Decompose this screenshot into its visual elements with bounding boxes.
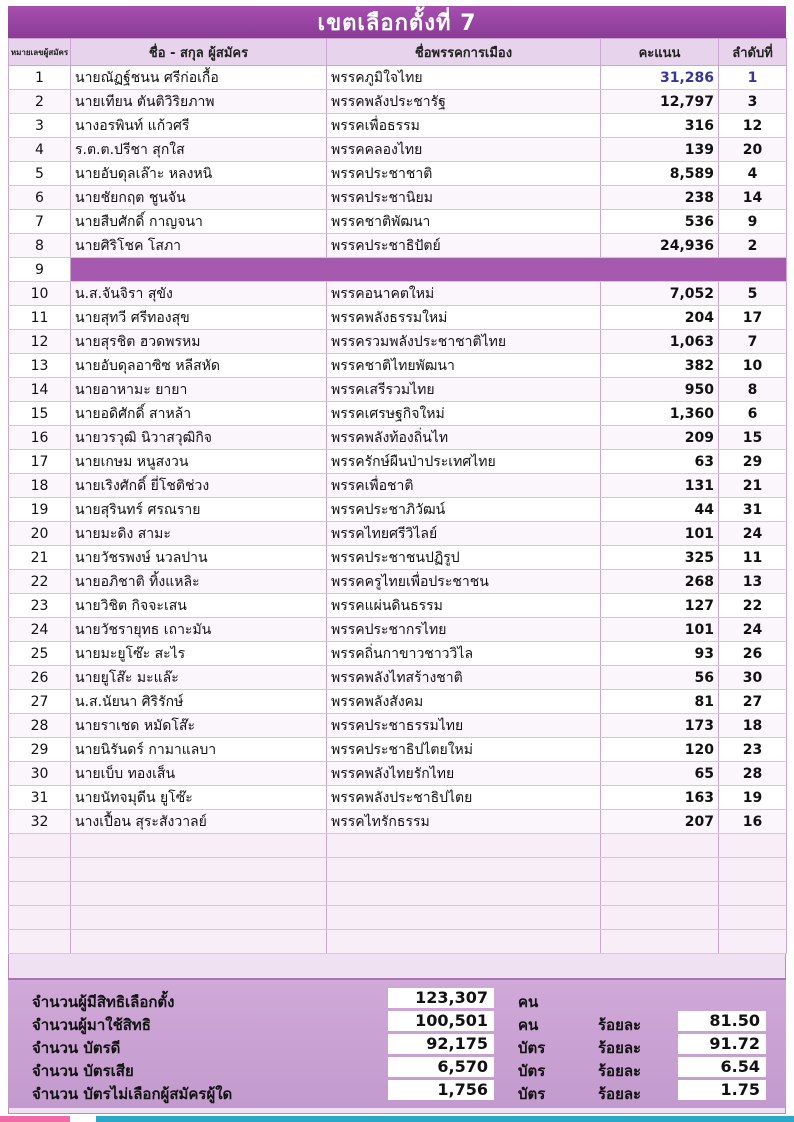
- vote-count: 65: [601, 762, 719, 786]
- rank: 28: [719, 762, 787, 786]
- party-name: พรรคภูมิใจไทย: [327, 66, 601, 90]
- candidate-name: นายสุรชิต ฮวดพรหม: [71, 330, 327, 354]
- empty-cell: [9, 858, 71, 882]
- empty-cell: [601, 858, 719, 882]
- candidate-name: นายอับดุลอาซิซ หลีสหัด: [71, 354, 327, 378]
- empty-cell: [327, 834, 601, 858]
- table-row: [9, 714, 787, 738]
- novote-pct: 1.75: [678, 1080, 766, 1100]
- vote-count: 139: [601, 138, 719, 162]
- party-name: พรรคประชาธรรมไทย: [327, 714, 601, 738]
- vote-count: 173: [601, 714, 719, 738]
- candidate-name: นายเริงศักดิ์ ยี่โชติช่วง: [71, 474, 327, 498]
- table-row: [9, 738, 787, 762]
- empty-cell: [327, 930, 601, 954]
- table-row: [9, 234, 787, 258]
- party-name: พรรคพลังธรรมใหม่: [327, 306, 601, 330]
- party-name: พรรคพลังสังคม: [327, 690, 601, 714]
- candidate-number: 16: [9, 426, 71, 450]
- rank: 30: [719, 666, 787, 690]
- vote-count: 950: [601, 378, 719, 402]
- novote-value: 1,756: [388, 1080, 494, 1100]
- spoiled-label: จำนวน บัตรเสีย: [32, 1062, 134, 1080]
- candidate-name: นายสืบศักดิ์ กาญจนา: [71, 210, 327, 234]
- candidate-number: 2: [9, 90, 71, 114]
- party-name: พรรคไทยศรีวิไลย์: [327, 522, 601, 546]
- vote-count: 209: [601, 426, 719, 450]
- vote-count: 325: [601, 546, 719, 570]
- valid-label: จำนวน บัตรดี: [32, 1039, 121, 1057]
- vote-count: 56: [601, 666, 719, 690]
- turnout-value: 100,501: [388, 1011, 494, 1031]
- empty-cell: [719, 882, 787, 906]
- candidate-name: นายวัชรายุทธ เถาะมัน: [71, 618, 327, 642]
- candidate-name: นายอดิศักดิ์ สาหล้า: [71, 402, 327, 426]
- party-name: พรรคพลังไทยรักไทย: [327, 762, 601, 786]
- candidate-name: นายสุทวี ศรีทองสุข: [71, 306, 327, 330]
- eligible-unit: คน: [518, 993, 539, 1011]
- candidate-number: 30: [9, 762, 71, 786]
- novote-label: จำนวน บัตรไม่เลือกผู้สมัครผู้ใด: [32, 1085, 233, 1103]
- turnout-pct-label: ร้อยละ: [598, 1016, 642, 1034]
- rank: 24: [719, 618, 787, 642]
- candidate-name: นายเกษม หนูสงวน: [71, 450, 327, 474]
- candidate-number: 21: [9, 546, 71, 570]
- empty-row: [9, 882, 787, 906]
- candidate-number: 4: [9, 138, 71, 162]
- candidate-number: 5: [9, 162, 71, 186]
- empty-cell: [71, 858, 327, 882]
- spoiled-pct: 6.54: [678, 1057, 766, 1077]
- vote-count: 536: [601, 210, 719, 234]
- empty-cell: [71, 834, 327, 858]
- vote-count: 44: [601, 498, 719, 522]
- spoiled-pct-label: ร้อยละ: [598, 1062, 642, 1080]
- empty-cell: [9, 930, 71, 954]
- empty-cell: [327, 906, 601, 930]
- rank: 6: [719, 402, 787, 426]
- spoiled-value: 6,570: [388, 1057, 494, 1077]
- vote-count: 1,360: [601, 402, 719, 426]
- table-row: [9, 66, 787, 90]
- vote-count: 268: [601, 570, 719, 594]
- rank: 12: [719, 114, 787, 138]
- table-row: [9, 642, 787, 666]
- empty-cell: [327, 882, 601, 906]
- empty-row: [9, 858, 787, 882]
- rank: 3: [719, 90, 787, 114]
- candidate-number: 18: [9, 474, 71, 498]
- candidate-number: 9: [9, 258, 71, 282]
- party-name: พรรครักษ์ผืนป่าประเทศไทย: [327, 450, 601, 474]
- table-row: [9, 114, 787, 138]
- table-row: [9, 570, 787, 594]
- eligible-label: จำนวนผู้มีสิทธิเลือกตั้ง: [32, 993, 175, 1011]
- party-name: พรรคชาติไทยพัฒนา: [327, 354, 601, 378]
- table-row: [9, 690, 787, 714]
- party-name: พรรคเพื่อชาติ: [327, 474, 601, 498]
- table-row: [9, 450, 787, 474]
- candidate-name: นายมะดิง สามะ: [71, 522, 327, 546]
- party-name: พรรคอนาคตใหม่: [327, 282, 601, 306]
- vote-count: 127: [601, 594, 719, 618]
- empty-cell: [601, 834, 719, 858]
- party-name: พรรคประชาธิปัตย์: [327, 234, 601, 258]
- candidate-number: 28: [9, 714, 71, 738]
- rank: 10: [719, 354, 787, 378]
- party-name: พรรคชาติพัฒนา: [327, 210, 601, 234]
- party-name: พรรคแผ่นดินธรรม: [327, 594, 601, 618]
- candidate-number: 11: [9, 306, 71, 330]
- table-row: [9, 402, 787, 426]
- table-row: [9, 90, 787, 114]
- candidate-name: นายเบ็บ ทองเส็น: [71, 762, 327, 786]
- party-name: พรรคครูไทยเพื่อประชาชน: [327, 570, 601, 594]
- empty-cell: [601, 930, 719, 954]
- candidate-name: นายมะยูโซ๊ะ สะไร: [71, 642, 327, 666]
- vote-count: 8,589: [601, 162, 719, 186]
- table-row: [9, 546, 787, 570]
- empty-cell: [9, 906, 71, 930]
- party-name: พรรคประชาชนปฏิรูป: [327, 546, 601, 570]
- rank: 2: [719, 234, 787, 258]
- rank: 22: [719, 594, 787, 618]
- rank: 5: [719, 282, 787, 306]
- candidate-name: นายวิชิต กิจจะเสน: [71, 594, 327, 618]
- empty-cell: [327, 858, 601, 882]
- party-name: พรรคประชากรไทย: [327, 618, 601, 642]
- candidate-number: 27: [9, 690, 71, 714]
- party-name: พรรคประชาชาติ: [327, 162, 601, 186]
- turnout-unit: คน: [518, 1016, 539, 1034]
- turnout-label: จำนวนผู้มาใช้สิทธิ: [32, 1016, 151, 1034]
- table-row: [9, 282, 787, 306]
- rank: 31: [719, 498, 787, 522]
- party-name: พรรคประชาธิปไตยใหม่: [327, 738, 601, 762]
- candidate-name: นายนัทจมุดีน ยูโซ๊ะ: [71, 786, 327, 810]
- empty-row: [9, 930, 787, 954]
- empty-cell: [71, 930, 327, 954]
- candidate-number: 3: [9, 114, 71, 138]
- candidate-name: นางอรพินท์ แก้วศรี: [71, 114, 327, 138]
- party-name: พรรคเศรษฐกิจใหม่: [327, 402, 601, 426]
- candidate-number: 25: [9, 642, 71, 666]
- candidate-name: นายอับดุลเล๊าะ หลงหนิ: [71, 162, 327, 186]
- candidate-name: นายศิริโชค โสภา: [71, 234, 327, 258]
- candidate-name: น.ส.จันจิรา สุขัง: [71, 282, 327, 306]
- vote-count: 7,052: [601, 282, 719, 306]
- candidate-number: 6: [9, 186, 71, 210]
- empty-row: [9, 906, 787, 930]
- valid-unit: บัตร: [518, 1039, 546, 1057]
- vote-count: 120: [601, 738, 719, 762]
- candidate-number: 1: [9, 66, 71, 90]
- vote-count: 238: [601, 186, 719, 210]
- empty-cell: [719, 834, 787, 858]
- table-row: [9, 426, 787, 450]
- candidate-number: 12: [9, 330, 71, 354]
- header-number: หมายเลขผู้สมัคร: [9, 39, 71, 66]
- rank: 26: [719, 642, 787, 666]
- candidate-name: นายนิรันดร์ กามาแลบา: [71, 738, 327, 762]
- candidate-name: นายยูโส๊ะ มะแล๊ะ: [71, 666, 327, 690]
- party-name: พรรคพลังประชาธิปไตย: [327, 786, 601, 810]
- vote-count: 24,936: [601, 234, 719, 258]
- vote-count: 207: [601, 810, 719, 834]
- empty-cell: [9, 882, 71, 906]
- table-row: [9, 594, 787, 618]
- party-name: พรรคถิ่นกาขาวชาววิไล: [327, 642, 601, 666]
- table-row: [9, 522, 787, 546]
- candidate-name: นายชัยกฤต ชูนจัน: [71, 186, 327, 210]
- candidate-number: 31: [9, 786, 71, 810]
- empty-cell: [71, 906, 327, 930]
- table-row: [9, 762, 787, 786]
- header-rank: ลำดับที่: [719, 39, 787, 66]
- rank: 18: [719, 714, 787, 738]
- valid-pct-label: ร้อยละ: [598, 1039, 642, 1057]
- candidate-name: นายราเชด หมัดโส๊ะ: [71, 714, 327, 738]
- withdrawn-candidate-bar: [71, 258, 787, 282]
- empty-cell: [719, 906, 787, 930]
- table-row: [9, 618, 787, 642]
- vote-count: 12,797: [601, 90, 719, 114]
- summary-panel: [8, 978, 786, 1108]
- header-name: ชื่อ - สกุล ผู้สมัคร: [71, 39, 327, 66]
- table-row: [9, 354, 787, 378]
- summary-turnout-row: [8, 1011, 786, 1033]
- rank: 11: [719, 546, 787, 570]
- rank: 14: [719, 186, 787, 210]
- table-row: [9, 786, 787, 810]
- rank: 4: [719, 162, 787, 186]
- novote-pct-label: ร้อยละ: [598, 1085, 642, 1103]
- rank: 13: [719, 570, 787, 594]
- table-header-row: [9, 39, 787, 66]
- candidate-number: 22: [9, 570, 71, 594]
- candidate-name: น.ส.นัยนา ศิริรักษ์: [71, 690, 327, 714]
- turnout-pct: 81.50: [678, 1011, 766, 1031]
- table-row: [9, 162, 787, 186]
- party-name: พรรคพลังประชารัฐ: [327, 90, 601, 114]
- novote-unit: บัตร: [518, 1085, 546, 1103]
- empty-cell: [719, 930, 787, 954]
- vote-count: 93: [601, 642, 719, 666]
- party-name: พรรคพลังไทสร้างชาติ: [327, 666, 601, 690]
- rank: 24: [719, 522, 787, 546]
- summary-valid-row: [8, 1034, 786, 1056]
- candidate-number: 14: [9, 378, 71, 402]
- empty-cell: [601, 906, 719, 930]
- eligible-value: 123,307: [388, 988, 494, 1008]
- empty-row: [9, 834, 787, 858]
- table-row: [9, 138, 787, 162]
- rank: 23: [719, 738, 787, 762]
- table-row: [9, 210, 787, 234]
- candidate-name: นายเทียน ตันติวิริยภาพ: [71, 90, 327, 114]
- rank: 17: [719, 306, 787, 330]
- rank: 27: [719, 690, 787, 714]
- party-name: พรรคประชาภิวัฒน์: [327, 498, 601, 522]
- table-row: [9, 810, 787, 834]
- candidate-name: ร.ต.ต.ปรีชา สุกใส: [71, 138, 327, 162]
- candidate-number: 7: [9, 210, 71, 234]
- party-name: พรรคพลังท้องถิ่นไท: [327, 426, 601, 450]
- vote-count: 81: [601, 690, 719, 714]
- candidate-number: 24: [9, 618, 71, 642]
- empty-cell: [71, 882, 327, 906]
- candidate-name: นายอาหามะ ยายา: [71, 378, 327, 402]
- candidate-number: 17: [9, 450, 71, 474]
- vote-count: 382: [601, 354, 719, 378]
- table-row: [9, 330, 787, 354]
- rank: 8: [719, 378, 787, 402]
- empty-cell: [719, 858, 787, 882]
- header-party: ชื่อพรรคการเมือง: [327, 39, 601, 66]
- candidate-number: 26: [9, 666, 71, 690]
- vote-count: 163: [601, 786, 719, 810]
- vote-count: 316: [601, 114, 719, 138]
- vote-count: 101: [601, 618, 719, 642]
- candidate-number: 10: [9, 282, 71, 306]
- vote-count: 204: [601, 306, 719, 330]
- table-row: [9, 498, 787, 522]
- candidate-name: นายอภิชาติ ทิ้งแหลิะ: [71, 570, 327, 594]
- rank: 19: [719, 786, 787, 810]
- empty-cell: [9, 834, 71, 858]
- vote-count: 1,063: [601, 330, 719, 354]
- candidate-name: นายณัฏฐ์ชนน ศรีก่อเกื้อ: [71, 66, 327, 90]
- rank: 9: [719, 210, 787, 234]
- empty-cell: [601, 882, 719, 906]
- party-name: พรรครวมพลังประชาชาติไทย: [327, 330, 601, 354]
- candidate-number: 32: [9, 810, 71, 834]
- valid-value: 92,175: [388, 1034, 494, 1054]
- candidate-number: 8: [9, 234, 71, 258]
- rank: 16: [719, 810, 787, 834]
- table-row: [9, 258, 787, 282]
- spoiled-unit: บัตร: [518, 1062, 546, 1080]
- rank: 21: [719, 474, 787, 498]
- header-votes: คะแนน: [601, 39, 719, 66]
- candidate-number: 13: [9, 354, 71, 378]
- vote-count: 101: [601, 522, 719, 546]
- vote-count: 63: [601, 450, 719, 474]
- candidate-number: 23: [9, 594, 71, 618]
- party-name: พรรคเพื่อธรรม: [327, 114, 601, 138]
- candidate-name: นางเปื้อน สุระสังวาลย์: [71, 810, 327, 834]
- vote-count: 131: [601, 474, 719, 498]
- candidate-number: 19: [9, 498, 71, 522]
- summary-eligible-row: [8, 988, 786, 1010]
- candidate-number: 20: [9, 522, 71, 546]
- party-name: พรรคเสรีรวมไทย: [327, 378, 601, 402]
- party-name: พรรคไทรักธรรม: [327, 810, 601, 834]
- summary-spoiled-row: [8, 1057, 786, 1079]
- valid-pct: 91.72: [678, 1034, 766, 1054]
- candidate-number: 29: [9, 738, 71, 762]
- candidate-name: นายสุรินทร์ ศรณราย: [71, 498, 327, 522]
- footer-color-strip: [0, 1116, 794, 1122]
- results-table: [8, 38, 787, 954]
- table-row: [9, 474, 787, 498]
- party-name: พรรคประชานิยม: [327, 186, 601, 210]
- party-name: พรรคคลองไทย: [327, 138, 601, 162]
- table-row: [9, 666, 787, 690]
- rank: 20: [719, 138, 787, 162]
- rank: 7: [719, 330, 787, 354]
- candidate-name: นายวรวุฒิ นิวาสวุฒิกิจ: [71, 426, 327, 450]
- vote-count: 31,286: [601, 66, 719, 90]
- table-row: [9, 378, 787, 402]
- table-row: [9, 306, 787, 330]
- candidate-name: นายวัชรพงษ์ นวลปาน: [71, 546, 327, 570]
- table-row: [9, 186, 787, 210]
- rank: 1: [719, 66, 787, 90]
- rank: 29: [719, 450, 787, 474]
- district-title: เขตเลือกตั้งที่ 7: [8, 6, 786, 38]
- summary-novote-row: [8, 1080, 786, 1102]
- candidate-number: 15: [9, 402, 71, 426]
- rank: 15: [719, 426, 787, 450]
